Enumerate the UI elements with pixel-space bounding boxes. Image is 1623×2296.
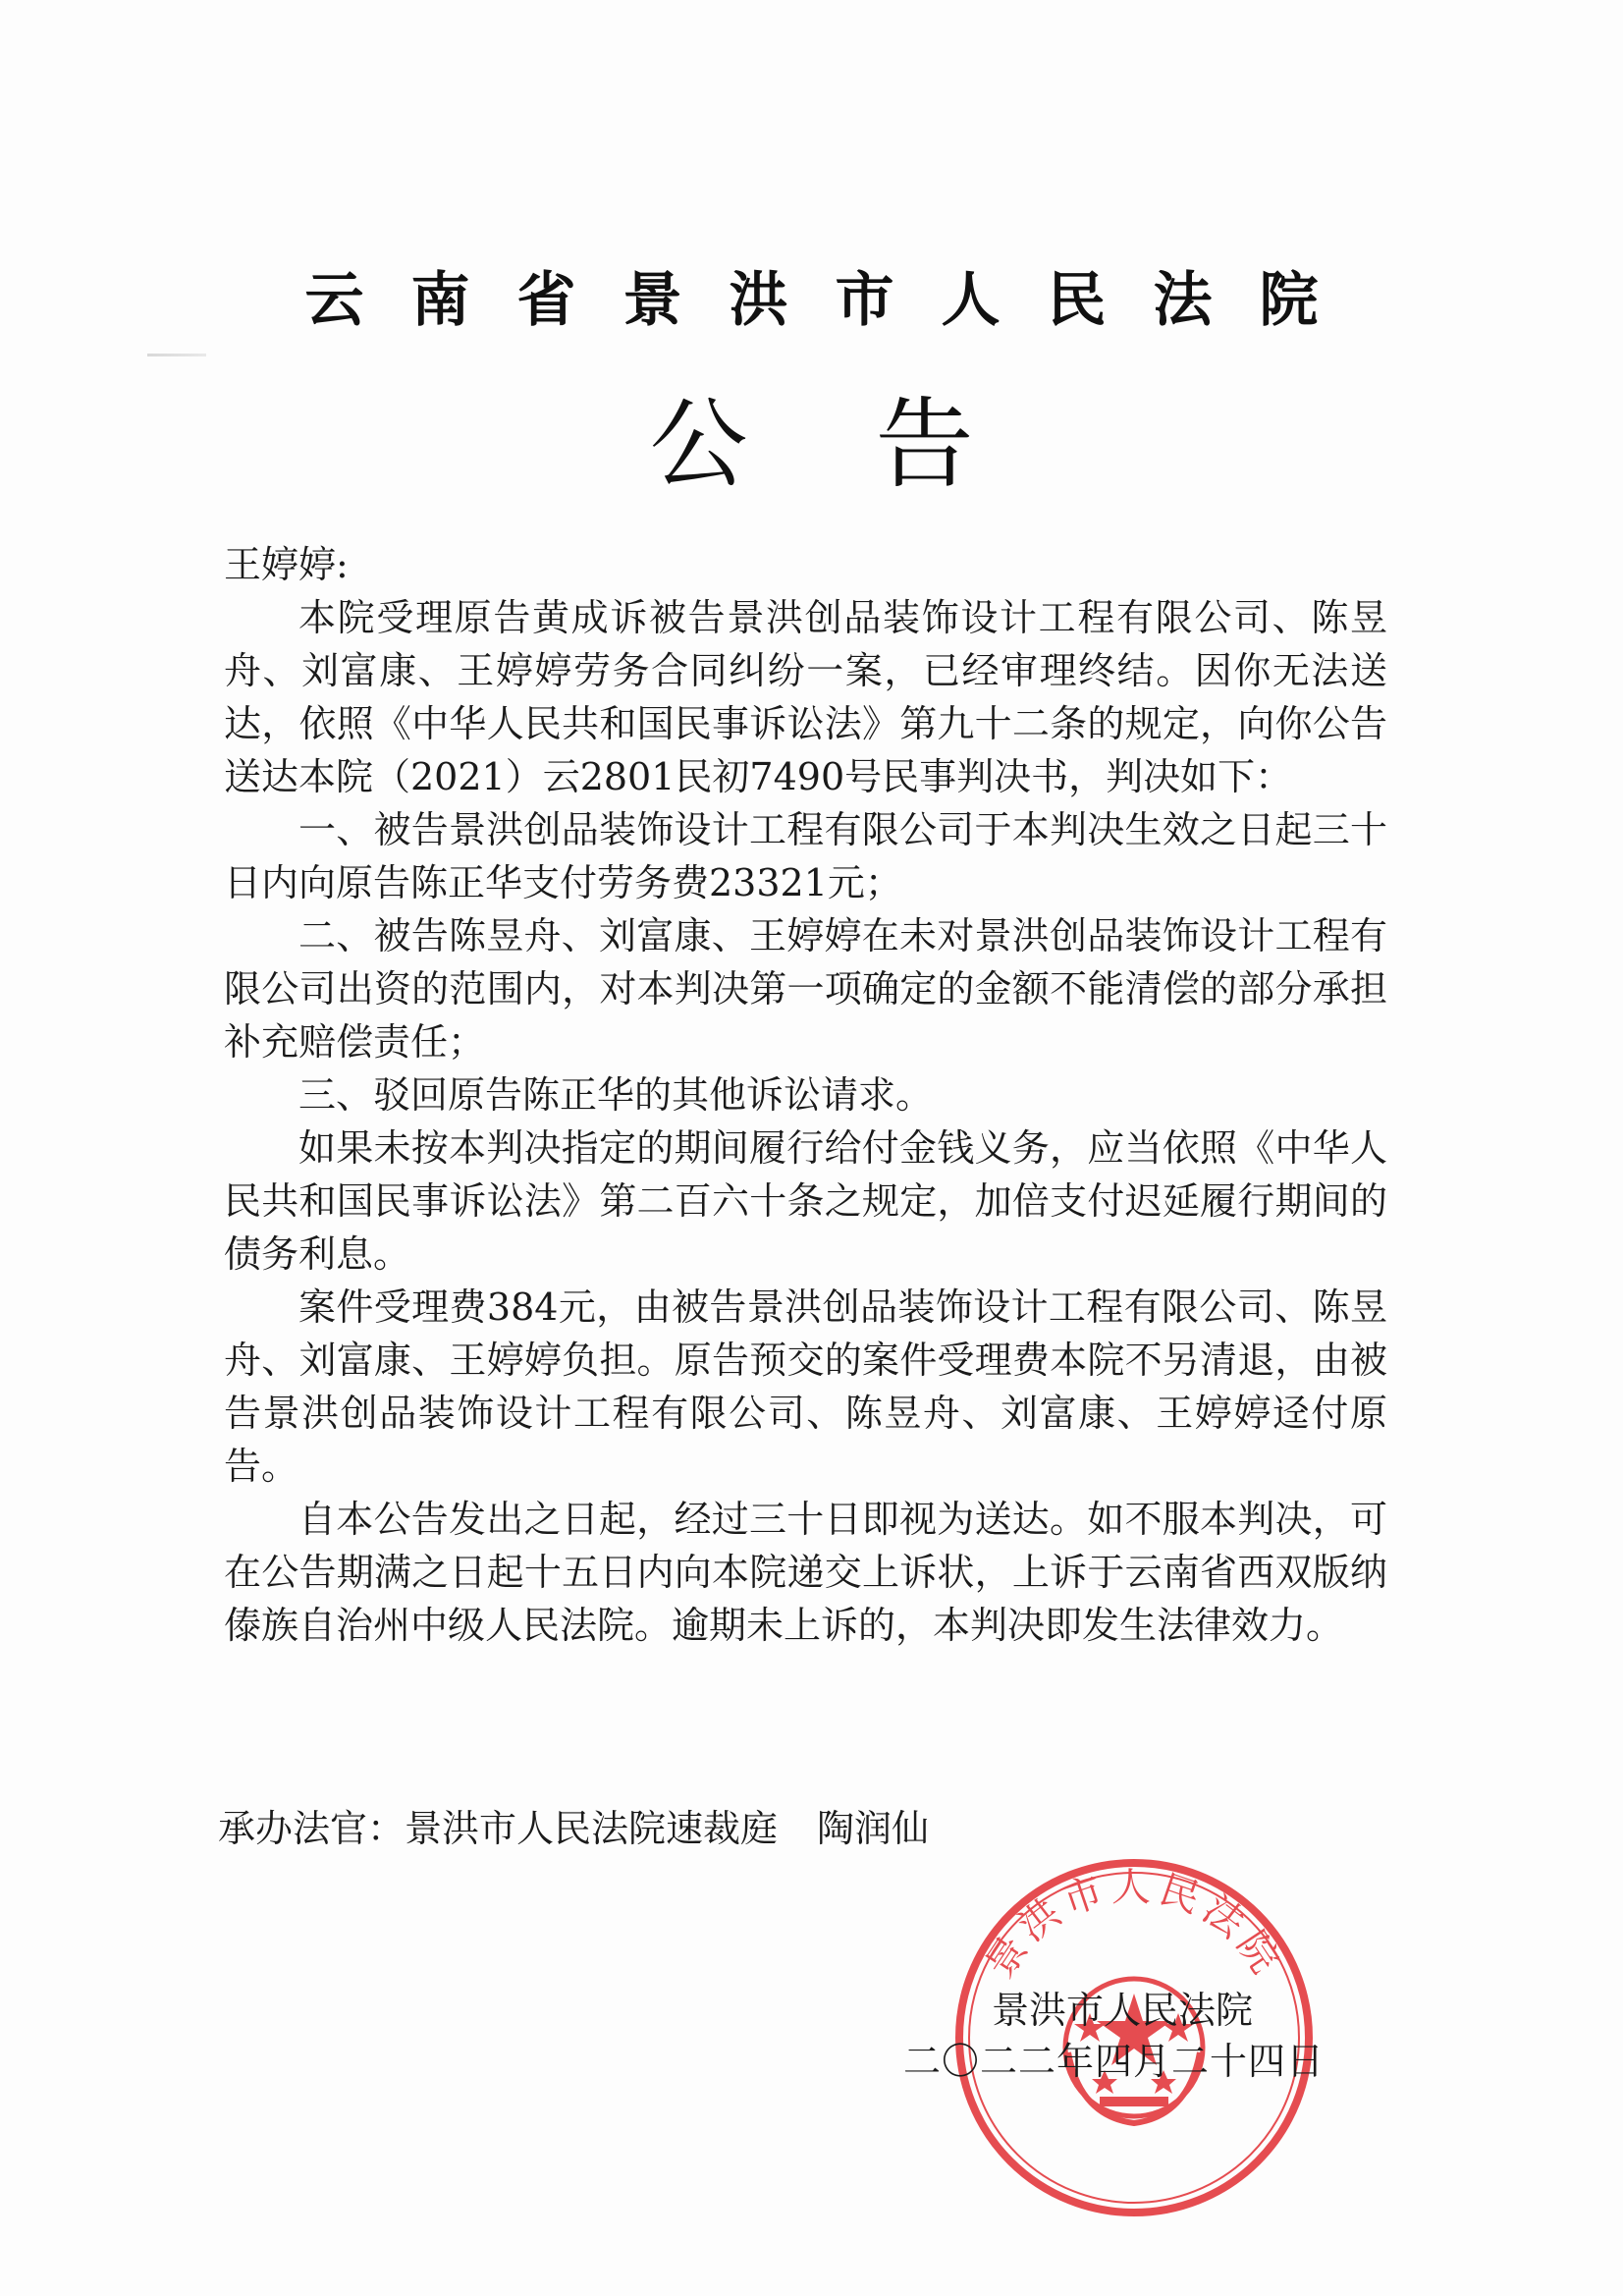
issue-date: 二〇二二年四月二十四日	[903, 2040, 1325, 2083]
judge-label: 承办法官：	[218, 1807, 406, 1850]
paragraph-interest: 如果未按本判决指定的期间履行给付金钱义务，应当依照《中华人民共和国民事诉讼法》第二百六十条之规定，加倍支付迟延履行期间的债务利息。	[224, 1126, 1387, 1276]
issuing-court: 景洪市人民法院	[992, 1989, 1254, 2032]
judgment-item-2: 二、被告陈昱舟、刘富康、王婷婷在未对景洪创品装饰设计工程有限公司出资的范围内，对本判决第一项确定的金额不能清偿的部分承担补充赔偿责任；	[224, 914, 1387, 1064]
scan-artifact	[147, 354, 206, 356]
judgment-item-3: 三、驳回原告陈正华的其他诉讼请求。	[298, 1073, 934, 1117]
paragraph-fees: 案件受理费384元，由被告景洪创品装饰设计工程有限公司、陈昱舟、刘富康、王婷婷负担。原告预交的案件受理费本院不另清退，由被告景洪创品装饰设计工程有限公司、陈昱舟、刘富康、王婷婷迳付原告。	[224, 1285, 1387, 1488]
addressee: 王婷婷:	[224, 543, 349, 586]
document-title: 公告	[649, 387, 1102, 502]
notice-body	[224, 538, 1387, 1652]
tribunal-name: 景洪市人民法院速裁庭	[405, 1807, 779, 1850]
paragraph-service: 自本公告发出之日起，经过三十日即视为送达。如不服本判决，可在公告期满之日起十五日内向本院递交上诉状，上诉于云南省西双版纳傣族自治州中级人民法院。逾期未上诉的，本判决即发生法律效力。	[224, 1498, 1387, 1647]
court-name-heading: 云南省景洪市人民法院	[304, 266, 1366, 335]
judge-name: 陶润仙	[817, 1807, 930, 1850]
judgment-item-1: 一、被告景洪创品装饰设计工程有限公司于本判决生效之日起三十日内向原告陈正华支付劳务费23321元；	[224, 808, 1387, 904]
judge-signoff	[218, 1802, 929, 1855]
paragraph-intro: 本院受理原告黄成诉被告景洪创品装饰设计工程有限公司、陈昱舟、刘富康、王婷婷劳务合同纠纷一案，已经审理终结。因你无法送达，依照《中华人民共和国民事诉讼法》第九十二条的规定，向你公告送达本院（2021）云2801民初7490号民事判决书，判决如下：	[224, 596, 1387, 798]
seal-text: 景洪市人民法院	[977, 1865, 1291, 1987]
